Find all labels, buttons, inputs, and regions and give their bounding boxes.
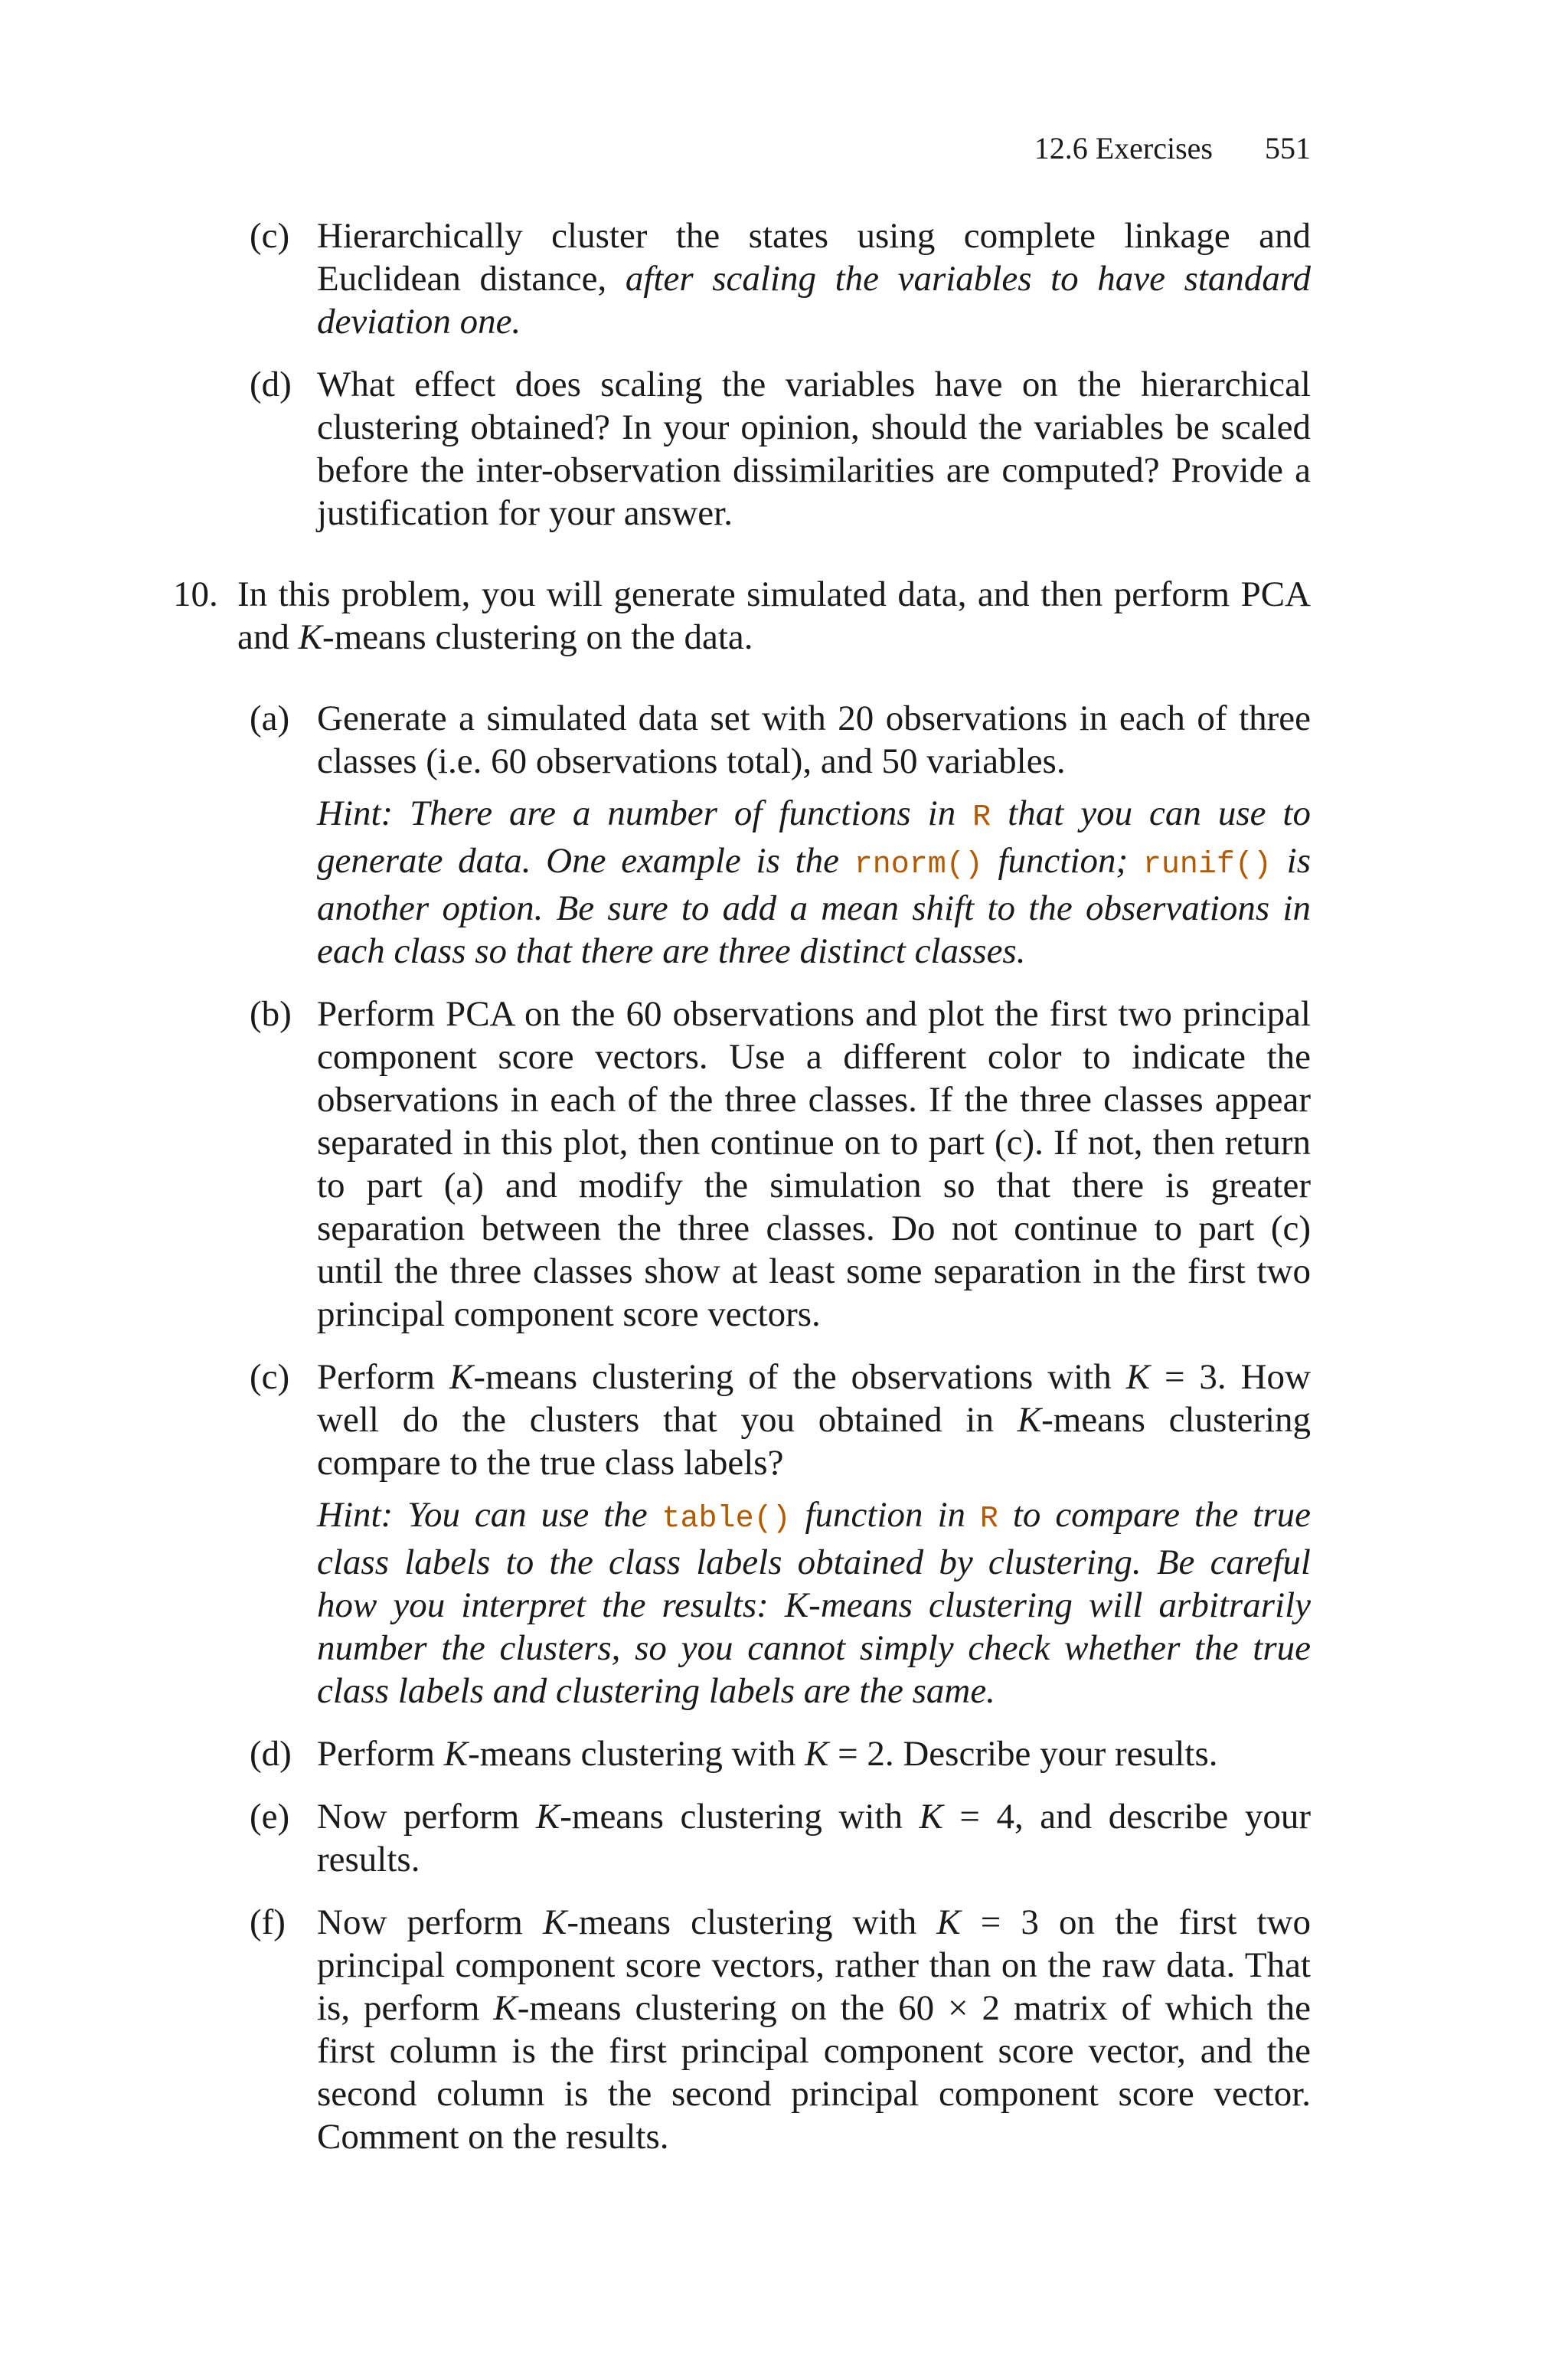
part-label: (a) bbox=[250, 698, 290, 738]
section-title: 12.6 Exercises bbox=[1034, 131, 1213, 165]
part-text: Generate a simulated data set with 20 observations in each of three classes (i.e. 60 observations total), and 50 variables. bbox=[317, 698, 1311, 781]
hint-text: Hint: There are a number of functions in R that you can use to generate data. One example is the rnorm() function; runif() is another option. Be sure to add a mean shift to the observations in each class so that there are three distinct classes. bbox=[317, 793, 1311, 971]
running-header bbox=[1034, 127, 1311, 170]
exercise-intro: In this problem, you will generate simulated data, and then perform PCA and K-means clustering on the data. bbox=[237, 574, 1311, 657]
ex9-part-c bbox=[173, 214, 1311, 343]
exercise-number: 10. bbox=[173, 574, 218, 614]
part-text: Perform K-means clustering with K = 2. Describe your results. bbox=[317, 1734, 1218, 1774]
page-number: 551 bbox=[1265, 131, 1311, 165]
ex10-part-f bbox=[173, 1901, 1311, 2158]
ex10-part-b bbox=[173, 993, 1311, 1336]
hint-text: Hint: You can use the table() function in R to compare the true class labels to the class labels obtained by clustering. Be careful how you interpret the results: K-means clustering will arbitrarily number the clusters, so you cannot simply check whether the true class labels and clustering labels are the same. bbox=[317, 1495, 1311, 1711]
part-text: Perform K-means clustering of the observations with K = 3. How well do the clusters that you obtained in K-means clustering compare to the true class labels? bbox=[317, 1357, 1312, 1483]
part-label: (c) bbox=[250, 216, 290, 256]
part-label: (d) bbox=[250, 365, 292, 404]
part-label: (c) bbox=[250, 1357, 290, 1397]
ex10-part-d bbox=[173, 1732, 1311, 1775]
part-text: What effect does scaling the variables have on the hierarchical clustering obtained? In your opinion, should the variables be scaled before the inter-observation dissimilarities are computed? Provide a justification for your answer. bbox=[317, 365, 1311, 533]
part-label: (d) bbox=[250, 1734, 292, 1774]
ex10-part-a bbox=[173, 697, 1311, 973]
emphasis-text: after scaling the variables to have standard deviation one. bbox=[317, 259, 1311, 342]
part-label: (f) bbox=[250, 1902, 286, 1942]
code-r: R bbox=[979, 1502, 998, 1536]
part-label: (e) bbox=[250, 1797, 290, 1837]
code-table: table() bbox=[662, 1502, 791, 1536]
ex9-part-d bbox=[173, 363, 1311, 535]
part-text: Hierarchically cluster the states using complete linkage and Euclidean distance, after scaling the variables to have standard deviation one. bbox=[317, 216, 1311, 342]
exercise-10 bbox=[173, 573, 1311, 659]
ex10-part-c bbox=[173, 1356, 1311, 1712]
page-content bbox=[173, 214, 1311, 2178]
code-rnorm: rnorm() bbox=[854, 848, 983, 882]
part-label: (b) bbox=[250, 994, 292, 1034]
code-r: R bbox=[972, 800, 991, 835]
part-text: Now perform K-means clustering with K = 4, and describe your results. bbox=[317, 1797, 1311, 1879]
part-text: Now perform K-means clustering with K = 3 on the first two principal component score vectors, rather than on the raw data. That is, perform K-means clustering on the 60 × 2 matrix of which the first column is the first principal component score vector, and the second column is the second principal component score vector. Comment on the results. bbox=[317, 1902, 1311, 2157]
part-text: Perform PCA on the 60 observations and plot the first two principal component score vectors. Use a different color to indicate the observations in each of the three classes. If the three classes appear separated in this plot, then continue on to part (c). If not, then return to part (a) and modify the simulation so that there is greater separation between the three classes. Do not continue to part (c) until the three classes show at least some separation in the first two principal component score vectors. bbox=[317, 994, 1311, 1334]
code-runif: runif() bbox=[1142, 848, 1272, 882]
ex10-part-e bbox=[173, 1795, 1311, 1881]
